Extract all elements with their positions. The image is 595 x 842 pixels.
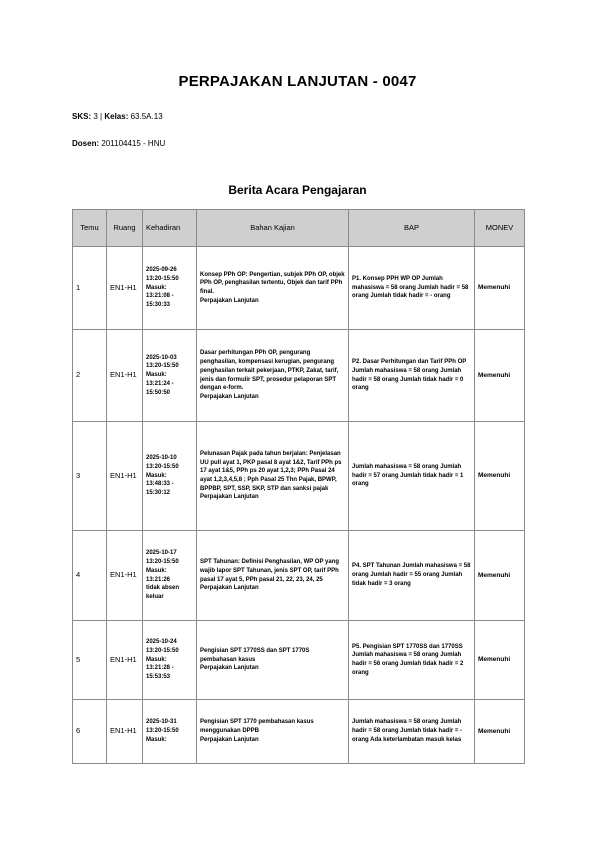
bap-cell-line: P4. SPT Tahunan Jumlah mahasiswa = 58 orang Jumlah hadir = 55 orang Jumlah tidak hadir = 3 orang [352,563,471,587]
kelas-value: 63.5A.13 [130,112,163,121]
attendance-cell-line: tidak absen [146,585,180,592]
attendance-cell-line: 13:21:28 - [146,665,174,672]
separator: | [100,112,103,121]
material-cell-line: Perpajakan Lanjutan [200,585,259,592]
attendance-cell-line: 13:20-15:50 [146,559,179,566]
attendance-cell-line: 2025-10-31 [146,719,177,726]
dosen-label: Dosen: [72,139,100,148]
attendance-cell-line: 15:53:53 [146,674,171,681]
monev-status: Memenuhi [475,531,525,621]
attendance-cell-line: Masuk: [146,736,167,743]
material-cell-line: Pengisian SPT 1770SS dan SPT 1770S pembahasan kasus [200,647,310,663]
table-row [73,422,525,531]
attendance-cell-line: 2025-10-10 [146,455,177,462]
kelas-label: Kelas: [104,112,129,121]
attendance-cell-line: Masuk: [146,284,167,291]
bap-cell [349,700,475,764]
attendance-cell-line: 13:21:26 [146,576,171,583]
table-row [73,330,525,422]
material-cell-line: Perpajakan Lanjutan [200,665,259,672]
table-header-row [73,210,525,247]
bap-cell [349,621,475,700]
attendance-cell-line: 2025-09-26 [146,267,177,274]
attendance-cell-line: 15:30:33 [146,302,171,309]
attendance-cell-line: 13:21:24 - [146,380,174,387]
attendance-cell-line: 13:21:08 - [146,293,174,300]
attendance-cell-line: Masuk: [146,567,167,574]
material-cell [197,700,349,764]
material-cell [197,330,349,422]
attendance-cell-line: 15:50:50 [146,389,171,396]
bap-cell [349,531,475,621]
material-cell-line: Perpajakan Lanjutan [200,736,259,743]
attendance-cell-line: 13:20-15:50 [146,363,179,370]
material-cell [197,621,349,700]
attendance-cell-line: 13:48:33 - [146,481,174,488]
attendance-cell-line: 13:20-15:50 [146,275,179,282]
attendance-cell-line: 13:20-15:50 [146,463,179,470]
page-title: PERPAJAKAN LANJUTAN - 0047 [178,73,417,90]
attendance-cell [143,700,197,764]
room-cell: EN1-H1 [107,247,143,330]
material-cell [197,422,349,531]
sks-label: SKS: [72,112,92,121]
teaching-report-table [72,209,525,764]
sks-value: 3 [93,112,98,121]
meeting-number: 5 [73,621,107,700]
meeting-number: 3 [73,422,107,531]
monev-status: Memenuhi [475,330,525,422]
material-cell-line: Perpajakan Lanjutan [200,393,259,400]
room-cell: EN1-H1 [107,422,143,531]
material-cell-line: Pengisian SPT 1770 pembahasan kasus menggunakan DPPB [200,719,314,735]
material-cell-line: Pelunasan Pajak pada tahun berjalan: Penjelasan UU pull ayat 1, PKP pasal 8 ayat 1&2, Tarif PPh ps 17 ayat 1&5, PPh ps 20 ayat 1,2,3; PPh Pasal 24 ayat 1,2,3,4,5,8 ; Pph Pasal 25 Thn Pajak, BPWP, BPPBP, SPT, SSP, SKP, STP dan sanksi pajak [200,450,342,492]
attendance-cell-line: Masuk: [146,472,167,479]
bap-cell [349,422,475,531]
monev-status: Memenuhi [475,700,525,764]
attendance-cell-line: 2025-10-03 [146,354,177,361]
section-title: Berita Acara Pengajaran [228,183,367,197]
material-cell-line: Dasar perhitungan PPh OP, pengurang penghasilan, kompensasi kerugian, pengurang penghasilan terkait pekerjaan, PTKP, Zakat, tarif, jenis dan formulir SPT, prosedur pelaporan SPT dengan e-form. [200,350,339,392]
monev-status: Memenuhi [475,621,525,700]
room-cell: EN1-H1 [107,531,143,621]
attendance-cell [143,621,197,700]
table-row [73,700,525,764]
room-cell: EN1-H1 [107,621,143,700]
bap-cell [349,247,475,330]
header-bahan-kajian: Bahan Kajian [197,210,349,247]
attendance-cell [143,422,197,531]
monev-status: Memenuhi [475,247,525,330]
attendance-cell-line: keluar [146,593,164,600]
attendance-cell [143,531,197,621]
header-temu: Temu [73,210,107,247]
header-kehadiran: Kehadiran [143,210,197,247]
header-bap: BAP [349,210,475,247]
attendance-cell-line: 13:20-15:50 [146,728,179,735]
attendance-cell-line: Masuk: [146,656,167,663]
room-cell: EN1-H1 [107,330,143,422]
material-cell-line: SPT Tahunan: Definisi Penghasilan, WP OP yang wajib lapor SPT Tahunan, jenis SPT OP, tarif PPh pasal 17 ayat 5, PPh pasal 21, 22, 23, 24, 25 [200,559,340,583]
table-row [73,621,525,700]
attendance-cell-line: 15:30:12 [146,490,171,497]
attendance-cell-line: Masuk: [146,372,167,379]
material-cell-line: Perpajakan Lanjutan [200,494,259,501]
table-row [73,247,525,330]
bap-cell-line: P1. Konsep PPH WP OP Jumlah mahasiswa = 58 orang Jumlah hadir = 58 orang Jumlah tidak hadir = - orang [352,275,469,300]
bap-cell-line: Jumlah mahasiswa = 58 orang Jumlah hadir = 58 orang Jumlah tidak hadir = - orang Ada keterlambatan masuk kelas [352,719,463,743]
material-cell [197,531,349,621]
attendance-cell-line: 2025-10-17 [146,550,177,557]
meeting-number: 6 [73,700,107,764]
meeting-number: 4 [73,531,107,621]
attendance-cell-line: 2025-10-24 [146,639,177,646]
header-monev: MONEV [475,210,525,247]
material-cell [197,247,349,330]
dosen-value: 201104415 - HNU [101,139,166,148]
room-cell: EN1-H1 [107,700,143,764]
attendance-cell [143,330,197,422]
lecturer-info [72,139,165,148]
monev-status: Memenuhi [475,422,525,531]
meeting-number: 1 [73,247,107,330]
material-cell-line: Perpajakan Lanjutan [200,297,259,304]
bap-cell [349,330,475,422]
bap-cell-line: P2. Dasar Perhitungan dan Tarif PPh OP Jumlah mahasiswa = 58 orang Jumlah hadir = 58 orang Jumlah tidak hadir = 0 orang [352,359,467,392]
header-ruang: Ruang [107,210,143,247]
attendance-cell-line: 13:20-15:50 [146,647,179,654]
attendance-cell [143,247,197,330]
meeting-number: 2 [73,330,107,422]
bap-cell-line: P5. Pengisian SPT 1770SS dan 1770SS Jumlah mahasiswa = 58 orang Jumlah hadir = 56 orang Jumlah tidak hadir = 2 orang [352,643,464,676]
bap-cell-line: Jumlah mahasiswa = 58 orang Jumlah hadir = 57 orang Jumlah tidak hadir = 1 orang [352,463,464,488]
material-cell-line: Konsep PPh OP: Pengertian, subjek PPh OP, objek PPh OP, penghasilan tertentu, Objek dan tarif PPh final. [200,271,345,295]
course-info [72,112,163,121]
table-row [73,531,525,621]
